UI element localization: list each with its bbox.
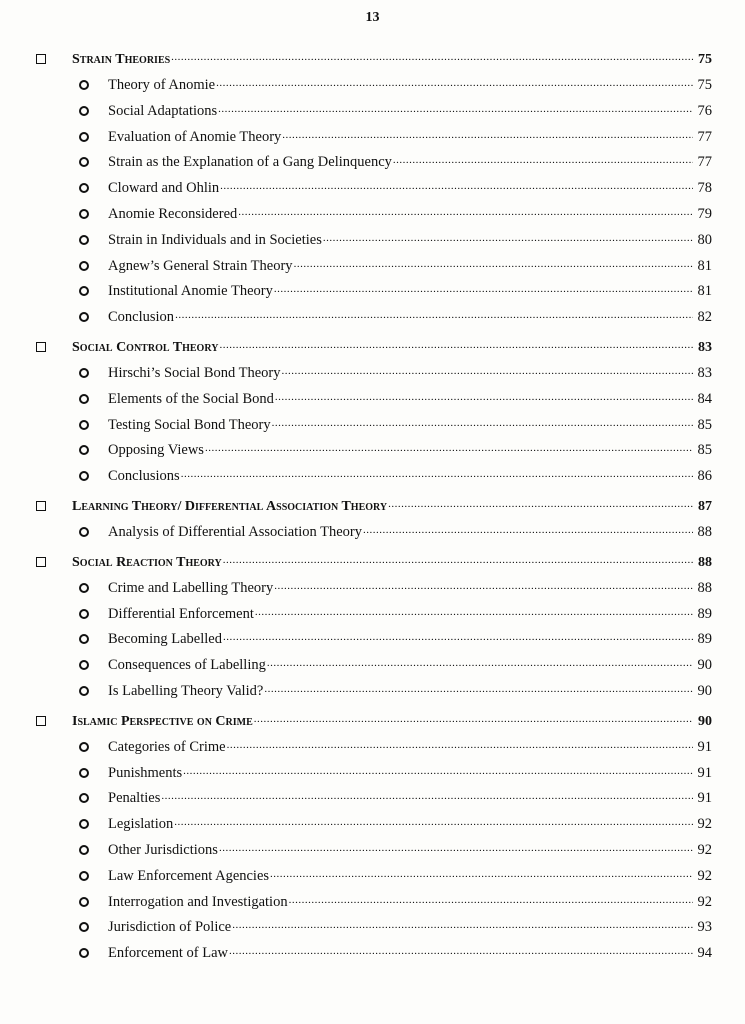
toc-section (36, 494, 712, 546)
toc-heading-title: Social Reaction Theory (72, 554, 222, 570)
circle-bullet-icon (79, 471, 89, 481)
toc-entry-page: 85 (697, 442, 712, 459)
circle-bullet-icon (79, 261, 89, 271)
toc-entry-label: Strain as the Explanation of a Gang Delinquency (108, 154, 392, 171)
toc-section (36, 550, 712, 705)
dot-leader (220, 173, 693, 200)
dot-leader (264, 676, 693, 703)
toc-entry-page: 88 (697, 579, 712, 596)
circle-bullet-icon (79, 183, 89, 193)
circle-bullet-icon (79, 742, 89, 752)
toc-heading-page: 83 (698, 339, 712, 355)
dot-leader (294, 251, 693, 278)
toc-entry-label: Jurisdiction of Police (108, 919, 232, 936)
toc-section (36, 47, 712, 331)
checkbox-bullet-icon (36, 716, 46, 726)
circle-bullet-icon (79, 609, 89, 619)
circle-bullet-icon (79, 286, 89, 296)
toc-entry-page: 75 (697, 77, 712, 93)
dot-leader (289, 887, 693, 914)
toc-heading-title: Islamic Perspective on Crime (72, 713, 253, 729)
dot-leader (216, 70, 693, 97)
circle-bullet-icon (79, 845, 89, 855)
toc-entry-page: 92 (697, 867, 712, 884)
toc-entry-label: Legislation (108, 816, 174, 833)
toc-entry-label: Enforcement of Law (108, 945, 228, 962)
toc-entry-page: 77 (697, 128, 712, 145)
circle-bullet-icon (79, 157, 89, 167)
toc-entry-label: Is Labelling Theory Valid? (108, 682, 264, 699)
toc-entry-label: Conclusions (108, 468, 180, 485)
table-of-contents (36, 47, 712, 971)
circle-bullet-icon (79, 897, 89, 907)
dot-leader (388, 491, 693, 517)
dot-leader (393, 147, 693, 174)
circle-bullet-icon (79, 80, 89, 90)
dot-leader (275, 384, 693, 411)
dot-leader (323, 225, 693, 252)
dot-leader (363, 517, 693, 544)
circle-bullet-icon (79, 106, 89, 116)
dot-leader (274, 276, 693, 303)
dot-leader (183, 758, 693, 785)
circle-bullet-icon (79, 922, 89, 932)
circle-bullet-icon (79, 583, 89, 593)
toc-entry-page: 91 (697, 764, 712, 781)
toc-entry-label: Penalties (108, 790, 161, 807)
checkbox-bullet-icon (36, 54, 46, 64)
dot-leader (270, 861, 693, 888)
dot-leader (223, 624, 693, 651)
toc-entry-label: Interrogation and Investigation (108, 893, 288, 910)
toc-entry-page: 90 (697, 682, 712, 699)
circle-bullet-icon (79, 527, 89, 537)
toc-heading-page: 90 (698, 713, 712, 729)
checkbox-bullet-icon (36, 557, 46, 567)
toc-entry-label: Categories of Crime (108, 738, 226, 755)
toc-entry-label: Punishments (108, 764, 183, 781)
dot-leader (171, 44, 693, 70)
toc-entry-page: 84 (697, 390, 712, 407)
toc-entry[interactable] (36, 941, 712, 967)
dot-leader (274, 573, 693, 600)
toc-entry-label: Differential Enforcement (108, 605, 254, 622)
toc-entry-label: Institutional Anomie Theory (108, 283, 273, 300)
toc-section (36, 335, 712, 490)
toc-entry[interactable] (36, 464, 712, 490)
dot-leader (181, 461, 693, 488)
toc-heading-page: 75 (698, 52, 712, 67)
toc-entry-label: Analysis of Differential Association Theory (108, 523, 362, 540)
circle-bullet-icon (79, 819, 89, 829)
dot-leader (232, 912, 693, 939)
circle-bullet-icon (79, 768, 89, 778)
dot-leader (255, 599, 693, 626)
checkbox-bullet-icon (36, 501, 46, 511)
page-number: 13 (365, 10, 380, 25)
circle-bullet-icon (79, 871, 89, 881)
checkbox-bullet-icon (36, 342, 46, 352)
toc-entry-label: Anomie Reconsidered (108, 205, 238, 222)
dot-leader (238, 199, 693, 226)
toc-heading-title: Social Control Theory (72, 339, 219, 355)
toc-entry-page: 83 (697, 364, 712, 381)
circle-bullet-icon (79, 132, 89, 142)
toc-entry-page: 88 (697, 523, 712, 540)
toc-heading-title: Strain Theories (72, 52, 171, 67)
toc-entry-label: Law Enforcement Agencies (108, 867, 270, 884)
dot-leader (205, 435, 693, 462)
dot-leader (223, 547, 693, 573)
toc-entry-label: Crime and Labelling Theory (108, 579, 274, 596)
toc-heading-page: 87 (698, 498, 712, 514)
dot-leader (227, 732, 693, 759)
toc-entry-page: 89 (697, 631, 712, 648)
toc-entry-page: 91 (697, 738, 712, 755)
dot-leader (174, 809, 693, 836)
toc-entry-page: 81 (697, 257, 712, 274)
dot-leader (254, 706, 693, 732)
toc-entry[interactable] (36, 679, 712, 705)
toc-entry-page: 85 (697, 416, 712, 433)
circle-bullet-icon (79, 394, 89, 404)
circle-bullet-icon (79, 209, 89, 219)
toc-entry-page: 92 (697, 841, 712, 858)
dot-leader (282, 358, 693, 385)
toc-entry-page: 86 (697, 468, 712, 485)
toc-entry-label: Social Adaptations (108, 102, 218, 119)
toc-entry-label: Other Jurisdictions (108, 841, 218, 858)
toc-entry-page: 81 (697, 283, 712, 300)
toc-entry-label: Theory of Anomie (108, 77, 216, 93)
dot-leader (282, 122, 693, 149)
toc-entry-label: Evaluation of Anomie Theory (108, 128, 282, 145)
toc-entry-page: 89 (697, 605, 712, 622)
toc-entry-label: Elements of the Social Bond (108, 390, 274, 407)
toc-entry-page: 92 (697, 816, 712, 833)
toc-entry-page: 94 (697, 945, 712, 962)
toc-entry-page: 93 (697, 919, 712, 936)
toc-entry-label: Hirschi’s Social Bond Theory (108, 364, 281, 381)
toc-entry-label: Testing Social Bond Theory (108, 416, 271, 433)
dot-leader (229, 938, 693, 965)
toc-entry[interactable] (36, 520, 712, 546)
toc-entry-page: 79 (697, 205, 712, 222)
toc-entry-label: Conclusion (108, 309, 175, 326)
circle-bullet-icon (79, 660, 89, 670)
toc-heading-page: 88 (698, 554, 712, 570)
dot-leader (218, 96, 693, 123)
toc-entry-label: Opposing Views (108, 442, 204, 459)
toc-entry-label: Cloward and Ohlin (108, 180, 220, 197)
toc-entry-page: 78 (697, 180, 712, 197)
dot-leader (161, 783, 693, 810)
toc-heading-title: Learning Theory/ Differential Association Theory (72, 498, 388, 514)
toc-entry-label: Agnew’s General Strain Theory (108, 257, 293, 274)
toc-section (36, 709, 712, 967)
circle-bullet-icon (79, 686, 89, 696)
toc-entry-page: 92 (697, 893, 712, 910)
toc-entry-page: 77 (697, 154, 712, 171)
toc-entry-page: 91 (697, 790, 712, 807)
dot-leader (219, 835, 693, 862)
dot-leader (267, 650, 693, 677)
toc-entry-page: 90 (697, 657, 712, 674)
circle-bullet-icon (79, 420, 89, 430)
toc-entry-page: 82 (697, 309, 712, 326)
circle-bullet-icon (79, 634, 89, 644)
toc-entry[interactable] (36, 305, 712, 331)
circle-bullet-icon (79, 312, 89, 322)
dot-leader (272, 410, 693, 437)
toc-entry-label: Becoming Labelled (108, 631, 222, 648)
dot-leader (175, 302, 693, 329)
circle-bullet-icon (79, 445, 89, 455)
circle-bullet-icon (79, 368, 89, 378)
toc-entry-page: 80 (697, 231, 712, 248)
toc-entry-label: Consequences of Labelling (108, 657, 266, 674)
dot-leader (219, 332, 693, 358)
circle-bullet-icon (79, 793, 89, 803)
circle-bullet-icon (79, 948, 89, 958)
toc-entry-label: Strain in Individuals and in Societies (108, 231, 322, 248)
circle-bullet-icon (79, 235, 89, 245)
toc-entry-page: 76 (697, 102, 712, 119)
